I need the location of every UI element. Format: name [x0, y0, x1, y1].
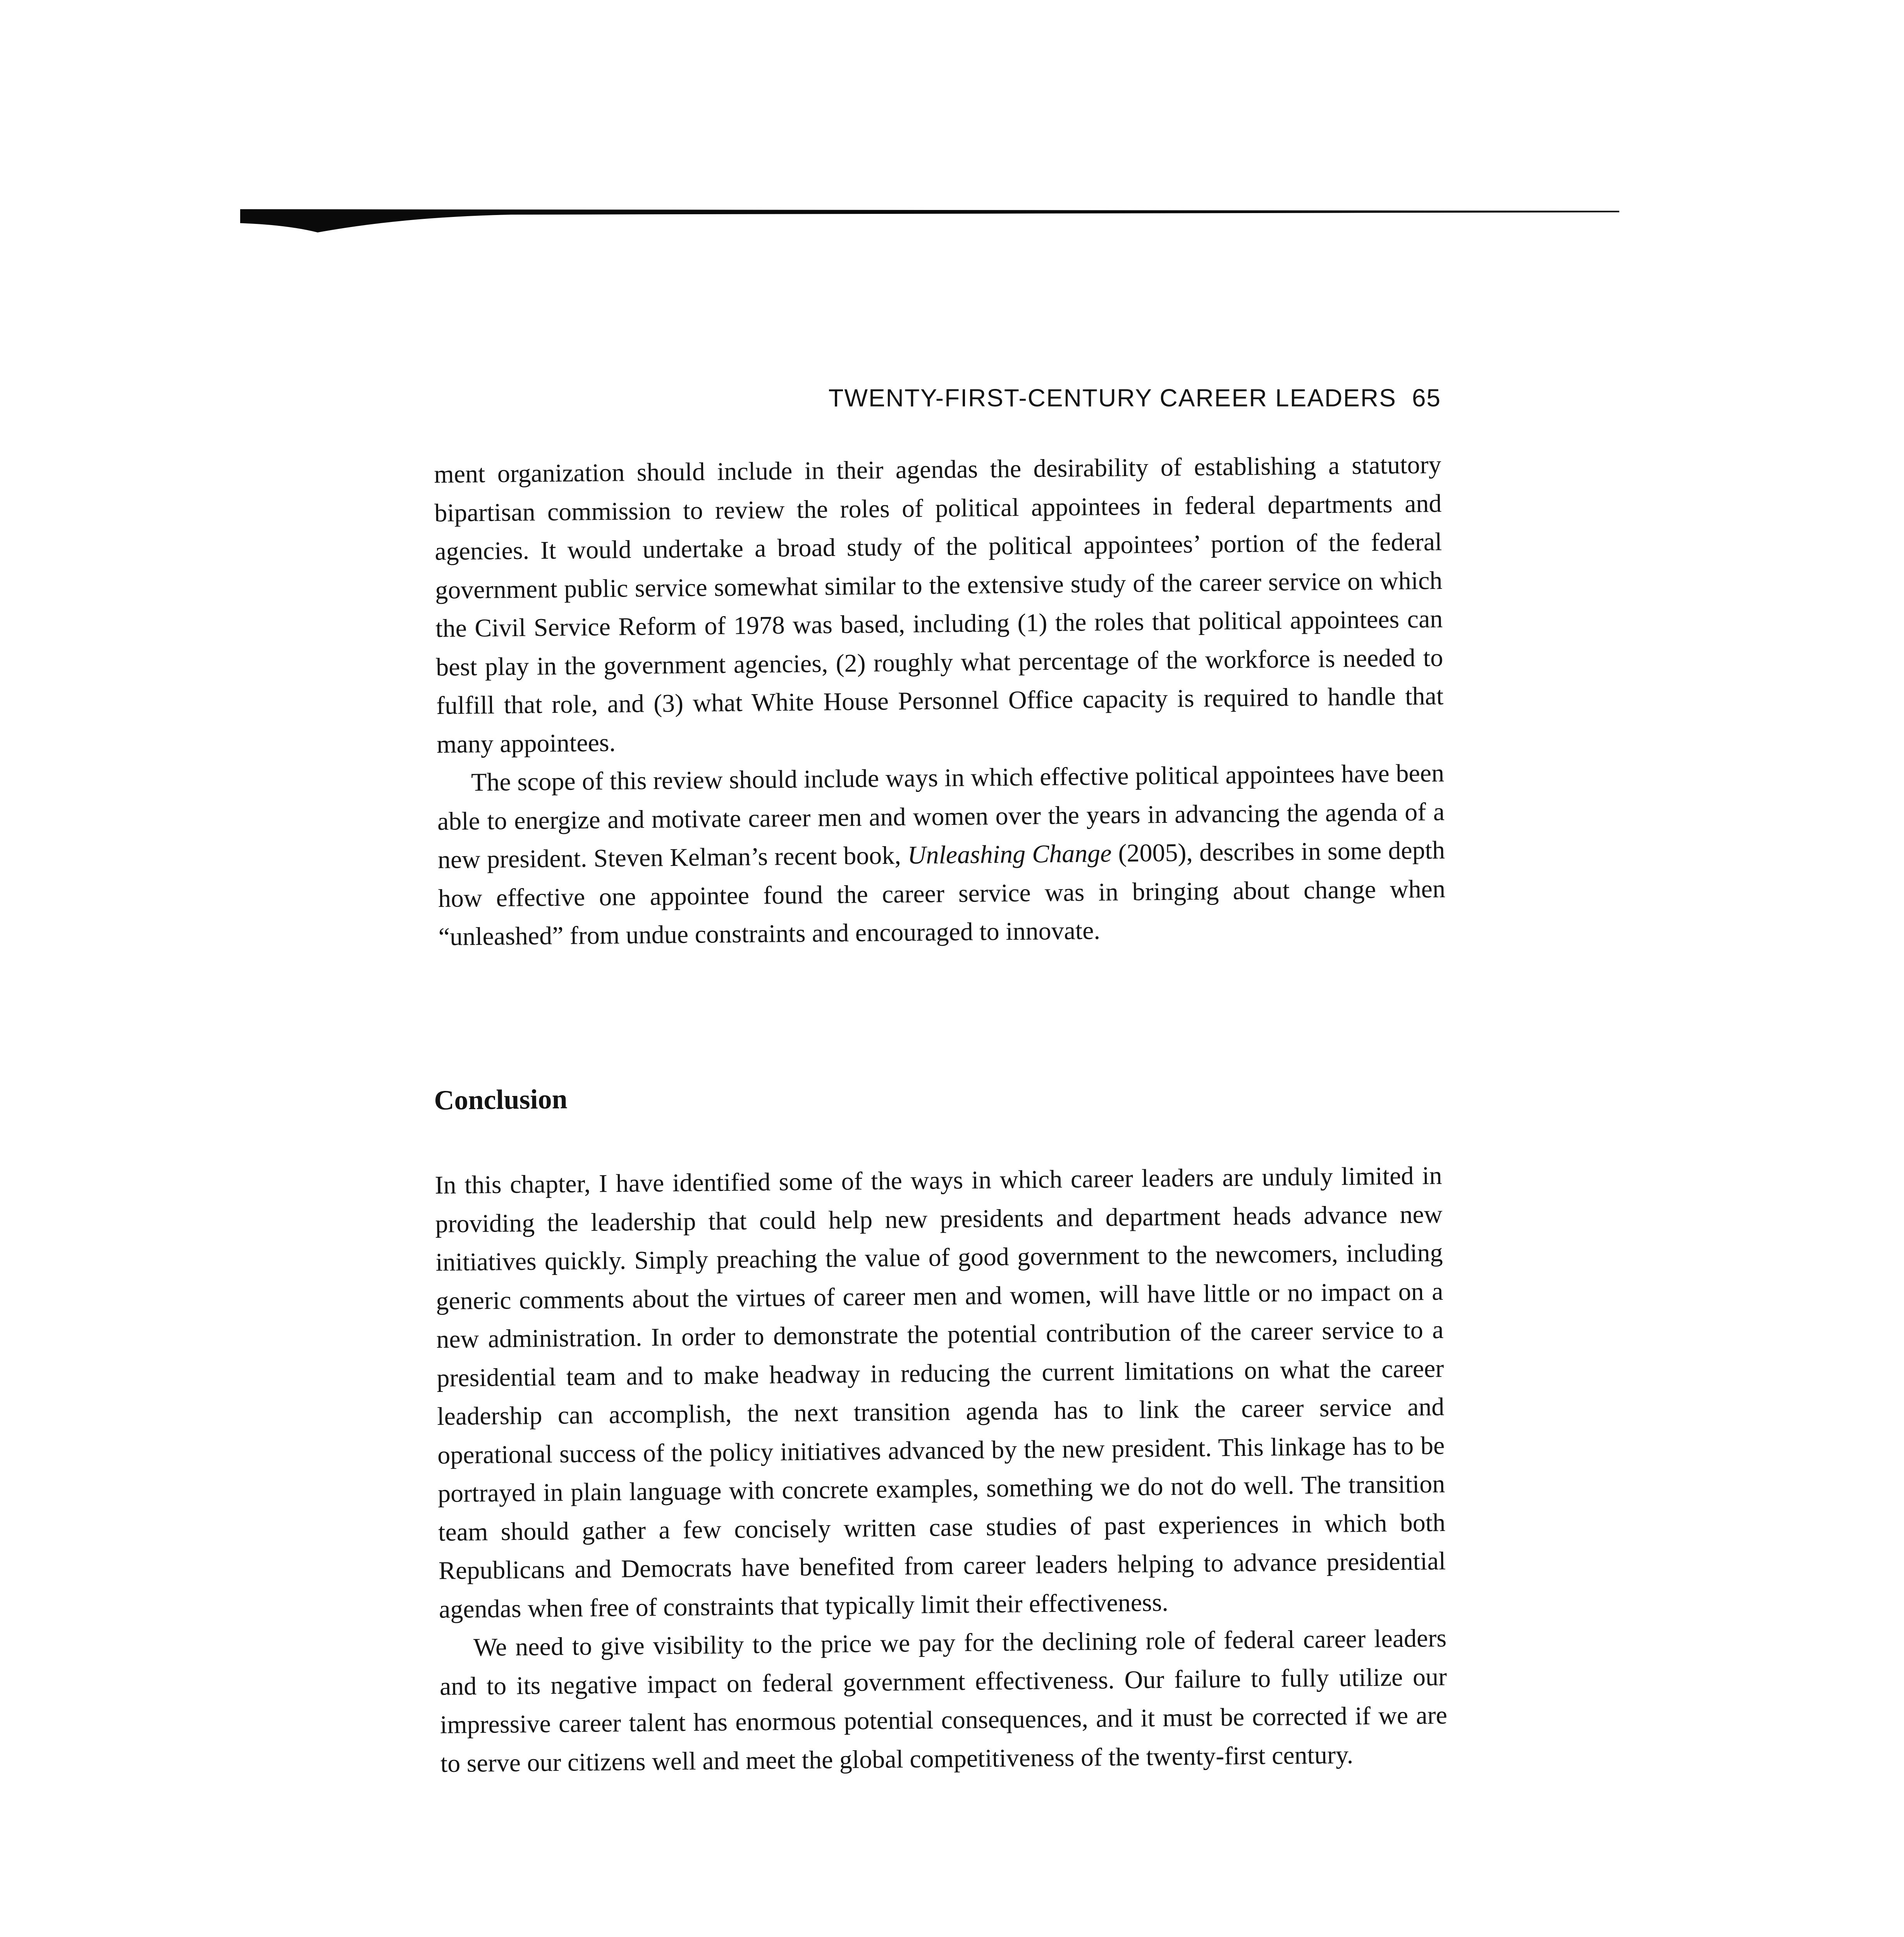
running-head	[434, 384, 1441, 412]
section-heading	[434, 1925, 1441, 1937]
notes-section	[434, 1925, 1443, 1937]
conclusion-section	[434, 1071, 1448, 1783]
body-paragraph	[437, 754, 1446, 956]
page-number: 65	[1412, 384, 1441, 412]
paragraph-text: The scope of this review should include ways in which effective political appointees have been able to energize and motivate career men and women over the years in advancing the agenda of a new president. Steven Kelman’s recent book,	[437, 759, 1445, 874]
book-title: Unleashing Change	[907, 839, 1112, 870]
body-paragraph: ment organization should include in their agendas the desirability of establishing a statutory bipartisan commission to review the roles of political appointees in federal departments and agencies. It would undertake a broad study of the political appointees’ portion of the federal government public service somewhat similar to the extensive study of the career service on which the Civil Service Reform of 1978 was based, including (1) the roles that political appointees can best play in the government agencies, (2) roughly what percentage of the workforce is needed to fulfill that role, and (3) what White House Personnel Office capacity is required to handle that many appointees.	[434, 451, 1444, 759]
running-title: TWENTY-FIRST-CENTURY CAREER LEADERS	[828, 384, 1397, 412]
scan-edge-top	[240, 209, 1619, 232]
conclusion-paragraph: In this chapter, I have identified some of the ways in which career leaders are unduly limited in providing the leadership that could help new presidents and department heads advance new initiatives quickly. Simply preaching the value of good government to the newcomers, including generic comments about the virtues of career men and women, will have little or no impact on a new administration. In order to demonstrate the potential contribution of the career service to a presidential team and to make headway in reducing the current limitations on what the career leadership can accomplish, the next transition agenda has to link the career service and operational success of the policy initiatives advanced by the new president. This linkage has to be portrayed in plain language with concrete examples, something we do not do well. The transition team should gather a few concisely written case studies of past experiences in which both Republicans and Democrats have benefited from career leaders helping to advance presidential agendas when free of constraints that typically limit their effectiveness.	[435, 1161, 1446, 1624]
section-heading: Conclusion	[434, 1083, 568, 1116]
conclusion-paragraph: We need to give visibility to the price we pay for the declining role of federal career leaders and to its negative impact on federal government effectiveness. Our failure to fully utilize our impressive career talent has enormous potential consequences, and it must be corrected if we are to serve our citizens well and meet the global competitiveness of the twenty-first century.	[439, 1624, 1448, 1778]
body-text	[434, 446, 1446, 956]
paragraph-text: (2005), describes in some depth how effective one appointee found the career service was in bringing about change when “unleashed” from undue constraints and encouraged to innovate.	[438, 836, 1446, 951]
